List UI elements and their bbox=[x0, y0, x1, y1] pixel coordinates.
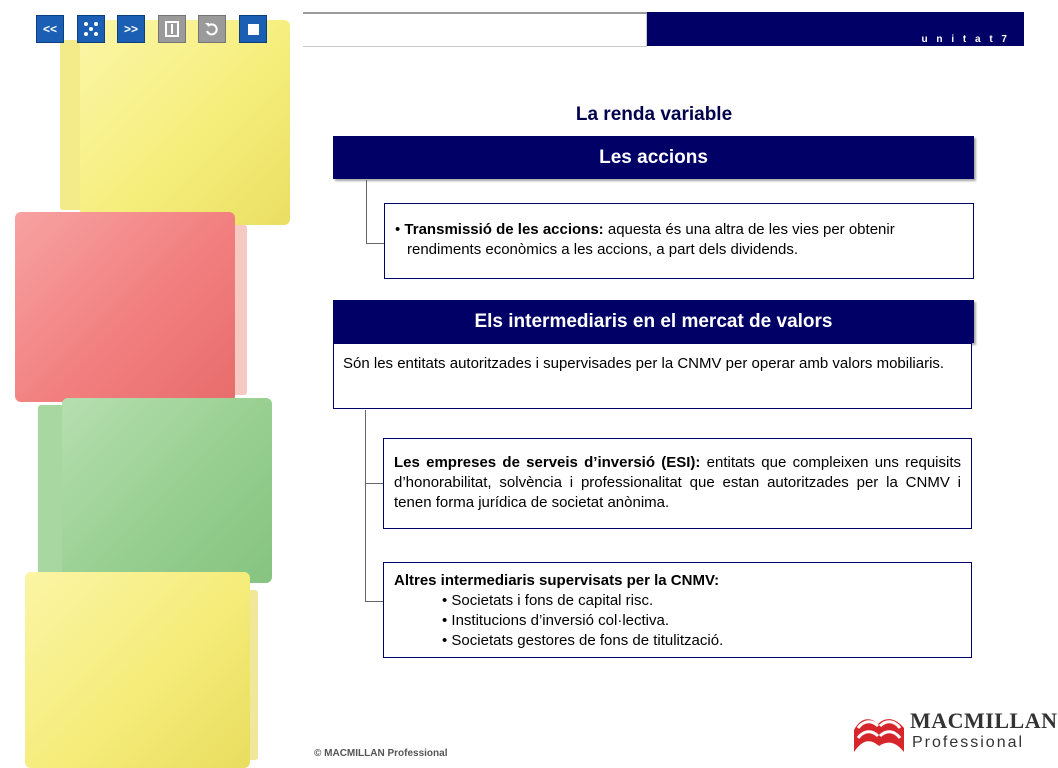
info-box-transmissio bbox=[384, 203, 974, 279]
info-box-esi bbox=[383, 438, 972, 529]
index-button[interactable] bbox=[158, 15, 186, 43]
intro-text: Són les entitats autoritzades i supervisades per la CNMV per operar amb valors mobiliaris. bbox=[343, 355, 945, 372]
logo-text: MACMILLAN bbox=[910, 708, 1058, 733]
stop-icon bbox=[248, 24, 259, 35]
header-blank-box bbox=[303, 12, 647, 47]
macmillan-logo bbox=[852, 706, 1058, 758]
next-button[interactable]: >> bbox=[117, 15, 145, 43]
back-button[interactable] bbox=[198, 15, 226, 43]
connector-line bbox=[366, 243, 384, 244]
section-heading-intermediaris: Els intermediaris en el mercat de valors bbox=[333, 300, 974, 343]
undo-icon bbox=[204, 21, 220, 37]
connector-line bbox=[365, 483, 383, 484]
macmillan-m-icon bbox=[852, 708, 906, 756]
exit-button[interactable] bbox=[239, 15, 267, 43]
previous-button[interactable]: << bbox=[36, 15, 64, 43]
background-blocks-image bbox=[0, 0, 310, 768]
dice-button[interactable] bbox=[77, 15, 105, 43]
page-title: La renda variable bbox=[575, 104, 733, 125]
document-icon bbox=[165, 21, 179, 37]
connector-line bbox=[365, 410, 366, 602]
copyright-text: © MACMILLAN Professional bbox=[314, 748, 448, 759]
header-band bbox=[647, 12, 1024, 46]
connector-line bbox=[366, 180, 367, 244]
connector-line bbox=[365, 601, 383, 602]
logo-subtext: Professional bbox=[912, 734, 1025, 751]
yellow-block-bottom bbox=[25, 572, 250, 768]
info-box-altres bbox=[383, 562, 972, 658]
list-title: Altres intermediaris supervisats per la CNMV: bbox=[394, 572, 720, 589]
list-item: • Societats i fons de capital risc. bbox=[442, 592, 654, 609]
item-text: entitats que compleixen uns requisits d’honorabilitat, solvència i professionalitat que estan autoritzades per la CNMV i tenen forma jurídica de societat anònima. bbox=[394, 454, 961, 511]
item-title: Les empreses de serveis d’inversió (ESI): bbox=[394, 454, 701, 471]
list-item: • Institucions d’inversió col·lectiva. bbox=[442, 612, 670, 629]
yellow-block-top bbox=[80, 20, 290, 225]
unit-label: u n i t a t 7 bbox=[921, 34, 1010, 45]
dice-icon bbox=[84, 22, 98, 36]
bullet-item: • Transmissió de les accions: aquesta és una altra de les vies per obtenir rendiments econòmics a les accions, a part dels dividends. bbox=[395, 221, 895, 258]
header-divider bbox=[303, 12, 647, 14]
item-title: Transmissió de les accions: bbox=[404, 221, 604, 238]
list-item: • Societats gestores de fons de titulització. bbox=[442, 632, 724, 649]
section-heading-accions: Les accions bbox=[333, 136, 974, 179]
intro-box bbox=[333, 343, 972, 409]
red-block bbox=[15, 212, 235, 402]
item-text: aquesta és una altra de les vies per obtenir rendiments econòmics a les accions, a part dels dividends. bbox=[407, 221, 895, 258]
green-block bbox=[62, 398, 272, 583]
